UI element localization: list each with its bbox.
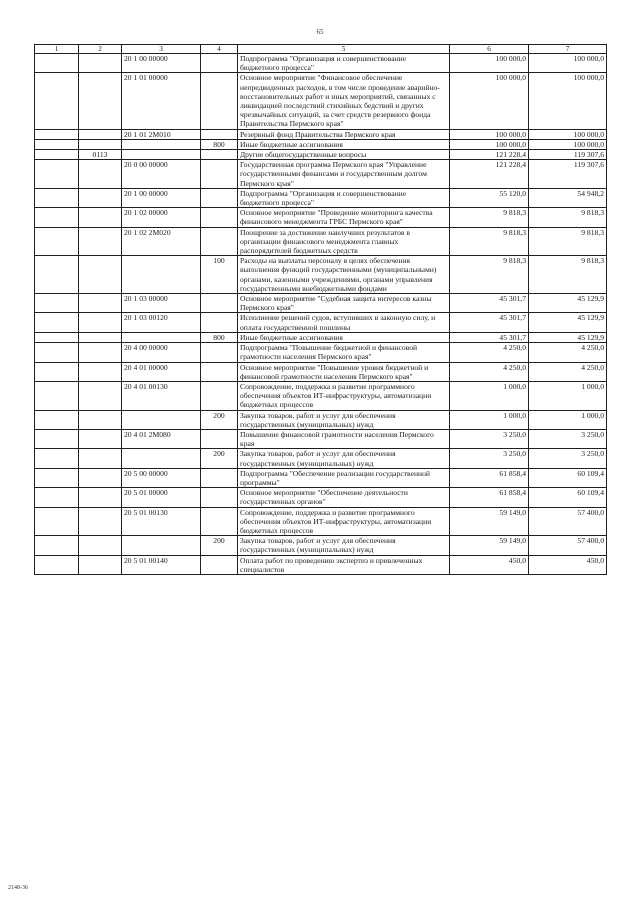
target-article-cell: 20 1 03 00120 <box>122 313 201 332</box>
rz-cell <box>35 208 79 227</box>
expense-type-cell <box>201 160 238 189</box>
target-article-cell <box>122 332 201 342</box>
description-cell: Подпрограмма "Повышение бюджетной и финансовой грамотности населения Пермского края" <box>238 343 450 362</box>
section-code-cell <box>79 139 122 149</box>
amount-year-2-cell: 57 400,0 <box>529 536 607 555</box>
description-cell: Основное мероприятие "Повышение уровня бюджетной и финансовой грамотности населения Пермского края" <box>238 362 450 381</box>
section-code-cell <box>79 227 122 256</box>
amount-year-1-cell: 61 858,4 <box>450 468 529 487</box>
section-code-cell <box>79 73 122 129</box>
table-row <box>35 362 607 381</box>
target-article-cell <box>122 150 201 160</box>
section-code-cell <box>79 449 122 468</box>
section-code-cell <box>79 294 122 313</box>
expense-type-cell: 200 <box>201 449 238 468</box>
target-article-cell: 20 1 02 2М020 <box>122 227 201 256</box>
rz-cell <box>35 188 79 207</box>
rz-cell <box>35 332 79 342</box>
rz-cell <box>35 129 79 139</box>
table-row <box>35 429 607 448</box>
amount-year-2-cell: 119 307,6 <box>529 160 607 189</box>
section-code-cell <box>79 343 122 362</box>
table-row <box>35 294 607 313</box>
rz-cell <box>35 54 79 73</box>
amount-year-1-cell: 45 301,7 <box>450 294 529 313</box>
section-code-cell <box>79 332 122 342</box>
column-header: 2 <box>79 45 122 54</box>
rz-cell <box>35 73 79 129</box>
amount-year-2-cell: 1 000,0 <box>529 410 607 429</box>
target-article-cell: 20 0 00 00000 <box>122 160 201 189</box>
section-code-cell <box>79 54 122 73</box>
amount-year-1-cell: 55 120,0 <box>450 188 529 207</box>
description-cell: Подпрограмма "Обеспечение реализации государственной программы" <box>238 468 450 487</box>
description-cell: Основное мероприятие "Проведение мониторинга качества финансового менеджмента ГРБС Пермского края" <box>238 208 450 227</box>
amount-year-2-cell: 54 948,2 <box>529 188 607 207</box>
amount-year-2-cell: 57 400,0 <box>529 507 607 536</box>
column-header: 4 <box>201 45 238 54</box>
expense-type-cell <box>201 73 238 129</box>
rz-cell <box>35 227 79 256</box>
expense-type-cell <box>201 555 238 574</box>
amount-year-2-cell: 9 818,3 <box>529 256 607 294</box>
section-code-cell <box>79 381 122 410</box>
amount-year-1-cell: 59 149,0 <box>450 507 529 536</box>
expense-type-cell <box>201 362 238 381</box>
section-code-cell <box>79 256 122 294</box>
rz-cell <box>35 555 79 574</box>
table-row <box>35 555 607 574</box>
target-article-cell <box>122 256 201 294</box>
table-row <box>35 449 607 468</box>
column-header: 7 <box>529 45 607 54</box>
section-code-cell <box>79 536 122 555</box>
target-article-cell <box>122 449 201 468</box>
amount-year-1-cell: 59 149,0 <box>450 536 529 555</box>
target-article-cell: 20 5 01 00000 <box>122 488 201 507</box>
table-header-row <box>35 45 607 54</box>
table-body <box>35 54 607 575</box>
target-article-cell: 20 1 01 2М010 <box>122 129 201 139</box>
amount-year-2-cell: 100 000,0 <box>529 73 607 129</box>
section-code-cell: 0113 <box>79 150 122 160</box>
description-cell: Подпрограмма "Организация и совершенствование бюджетного процесса" <box>238 188 450 207</box>
amount-year-2-cell: 45 129,9 <box>529 313 607 332</box>
rz-cell <box>35 313 79 332</box>
amount-year-1-cell: 9 818,3 <box>450 256 529 294</box>
amount-year-2-cell: 45 129,9 <box>529 294 607 313</box>
rz-cell <box>35 150 79 160</box>
amount-year-2-cell: 9 818,3 <box>529 208 607 227</box>
target-article-cell: 20 5 01 00140 <box>122 555 201 574</box>
amount-year-1-cell: 3 250,0 <box>450 429 529 448</box>
amount-year-1-cell: 1 000,0 <box>450 410 529 429</box>
amount-year-1-cell: 100 000,0 <box>450 129 529 139</box>
rz-cell <box>35 488 79 507</box>
amount-year-1-cell: 9 818,3 <box>450 208 529 227</box>
section-code-cell <box>79 362 122 381</box>
budget-table <box>34 44 607 575</box>
section-code-cell <box>79 208 122 227</box>
expense-type-cell <box>201 208 238 227</box>
table-row <box>35 208 607 227</box>
amount-year-2-cell: 100 000,0 <box>529 129 607 139</box>
table-row <box>35 343 607 362</box>
expense-type-cell <box>201 227 238 256</box>
amount-year-2-cell: 60 109,4 <box>529 468 607 487</box>
description-cell: Закупка товаров, работ и услуг для обеспечения государственных (муниципальных) нужд <box>238 449 450 468</box>
amount-year-1-cell: 100 000,0 <box>450 54 529 73</box>
description-cell: Сопровождение, поддержка и развитие программного обеспечения объектов ИТ-инфраструктуры, автоматизации бюджетных процессов <box>238 381 450 410</box>
amount-year-2-cell: 45 129,9 <box>529 332 607 342</box>
table-row <box>35 381 607 410</box>
target-article-cell: 20 4 01 00130 <box>122 381 201 410</box>
expense-type-cell <box>201 188 238 207</box>
target-article-cell <box>122 536 201 555</box>
section-code-cell <box>79 313 122 332</box>
expense-type-cell: 100 <box>201 256 238 294</box>
rz-cell <box>35 536 79 555</box>
target-article-cell: 20 1 00 00000 <box>122 188 201 207</box>
target-article-cell: 20 1 02 00000 <box>122 208 201 227</box>
amount-year-1-cell: 9 818,3 <box>450 227 529 256</box>
expense-type-cell <box>201 294 238 313</box>
expense-type-cell <box>201 150 238 160</box>
target-article-cell: 20 4 01 2М080 <box>122 429 201 448</box>
rz-cell <box>35 294 79 313</box>
description-cell: Оплата работ по проведению экспертиз и привлеченных специалистов <box>238 555 450 574</box>
description-cell: Основное мероприятие "Судебная защита интересов казны Пермского края" <box>238 294 450 313</box>
amount-year-2-cell: 4 250,0 <box>529 362 607 381</box>
amount-year-1-cell: 100 000,0 <box>450 139 529 149</box>
rz-cell <box>35 468 79 487</box>
amount-year-1-cell: 100 000,0 <box>450 73 529 129</box>
description-cell: Сопровождение, поддержка и развитие программного обеспечения объектов ИТ-инфраструктуры, автоматизации бюджетных процессов <box>238 507 450 536</box>
target-article-cell: 20 1 01 00000 <box>122 73 201 129</box>
table-row <box>35 488 607 507</box>
amount-year-1-cell: 121 228,4 <box>450 160 529 189</box>
expense-type-cell <box>201 429 238 448</box>
section-code-cell <box>79 488 122 507</box>
rz-cell <box>35 139 79 149</box>
section-code-cell <box>79 468 122 487</box>
expense-type-cell <box>201 468 238 487</box>
table-row <box>35 188 607 207</box>
target-article-cell: 20 4 01 00000 <box>122 362 201 381</box>
column-header: 1 <box>35 45 79 54</box>
target-article-cell: 20 1 03 00000 <box>122 294 201 313</box>
rz-cell <box>35 381 79 410</box>
amount-year-1-cell: 1 000,0 <box>450 381 529 410</box>
section-code-cell <box>79 507 122 536</box>
amount-year-1-cell: 61 858,4 <box>450 488 529 507</box>
amount-year-2-cell: 9 818,3 <box>529 227 607 256</box>
rz-cell <box>35 256 79 294</box>
document-code: 2148-36 <box>8 885 28 891</box>
table-row <box>35 73 607 129</box>
table-row <box>35 160 607 189</box>
section-code-cell <box>79 410 122 429</box>
expense-type-cell <box>201 129 238 139</box>
amount-year-2-cell: 100 000,0 <box>529 54 607 73</box>
amount-year-1-cell: 45 301,7 <box>450 313 529 332</box>
description-cell: Основное мероприятие "Финансовое обеспечение непредвиденных расходов, в том числе проведение аварийно-восстановительных работ и иных мероприятий, связанных с ликвидацией последствий стихийных бедствий и других чрезвычайных ситуаций, за счет средств резервного фонда Правительства Пермского края" <box>238 73 450 129</box>
rz-cell <box>35 449 79 468</box>
target-article-cell: 20 5 00 00000 <box>122 468 201 487</box>
amount-year-2-cell: 450,0 <box>529 555 607 574</box>
table-row <box>35 332 607 342</box>
section-code-cell <box>79 555 122 574</box>
table-row <box>35 536 607 555</box>
amount-year-2-cell: 3 250,0 <box>529 429 607 448</box>
target-article-cell: 20 4 00 00000 <box>122 343 201 362</box>
expense-type-cell: 800 <box>201 139 238 149</box>
amount-year-2-cell: 60 109,4 <box>529 488 607 507</box>
expense-type-cell <box>201 507 238 536</box>
description-cell: Государственная программа Пермского края "Управление государственными финансами и государственным долгом Пермского края" <box>238 160 450 189</box>
description-cell: Исполнение решений судов, вступивших в законную силу, и оплата государственной пошлины <box>238 313 450 332</box>
expense-type-cell: 200 <box>201 410 238 429</box>
expense-type-cell: 800 <box>201 332 238 342</box>
table-row <box>35 410 607 429</box>
description-cell: Основное мероприятие "Обеспечение деятельности государственных органов" <box>238 488 450 507</box>
table-row <box>35 150 607 160</box>
target-article-cell <box>122 139 201 149</box>
rz-cell <box>35 343 79 362</box>
expense-type-cell <box>201 381 238 410</box>
rz-cell <box>35 507 79 536</box>
amount-year-2-cell: 119 307,6 <box>529 150 607 160</box>
amount-year-2-cell: 100 000,0 <box>529 139 607 149</box>
page-number: 65 <box>316 28 324 36</box>
table-row <box>35 507 607 536</box>
section-code-cell <box>79 160 122 189</box>
table-row <box>35 256 607 294</box>
section-code-cell <box>79 188 122 207</box>
column-header: 6 <box>450 45 529 54</box>
amount-year-1-cell: 4 250,0 <box>450 343 529 362</box>
amount-year-1-cell: 3 250,0 <box>450 449 529 468</box>
target-article-cell <box>122 410 201 429</box>
target-article-cell: 20 5 01 00130 <box>122 507 201 536</box>
description-cell: Повышение финансовой грамотности населения Пермского края <box>238 429 450 448</box>
target-article-cell: 20 1 00 00000 <box>122 54 201 73</box>
rz-cell <box>35 429 79 448</box>
rz-cell <box>35 160 79 189</box>
expense-type-cell <box>201 54 238 73</box>
table-row <box>35 54 607 73</box>
description-cell: Закупка товаров, работ и услуг для обеспечения государственных (муниципальных) нужд <box>238 410 450 429</box>
amount-year-2-cell: 3 250,0 <box>529 449 607 468</box>
description-cell: Иные бюджетные ассигнования <box>238 332 450 342</box>
amount-year-1-cell: 45 301,7 <box>450 332 529 342</box>
expense-type-cell <box>201 488 238 507</box>
description-cell: Расходы на выплаты персоналу в целях обеспечения выполнения функций государственными (муниципальными) органами, казенными учреждениями, органами управления государственными внебюджетными фондами <box>238 256 450 294</box>
amount-year-2-cell: 4 250,0 <box>529 343 607 362</box>
expense-type-cell <box>201 313 238 332</box>
description-cell: Иные бюджетные ассигнования <box>238 139 450 149</box>
amount-year-1-cell: 4 250,0 <box>450 362 529 381</box>
rz-cell <box>35 362 79 381</box>
rz-cell <box>35 410 79 429</box>
amount-year-2-cell: 1 000,0 <box>529 381 607 410</box>
description-cell: Резервный фонд Правительства Пермского края <box>238 129 450 139</box>
table-row <box>35 139 607 149</box>
table-row <box>35 468 607 487</box>
table-row <box>35 129 607 139</box>
description-cell: Другие общегосударственные вопросы <box>238 150 450 160</box>
description-cell: Поощрение за достижение наилучших результатов в организации финансового менеджмента главных распорядителей бюджетных средств <box>238 227 450 256</box>
section-code-cell <box>79 129 122 139</box>
column-header: 5 <box>238 45 450 54</box>
description-cell: Подпрограмма "Организация и совершенствование бюджетного процесса" <box>238 54 450 73</box>
expense-type-cell <box>201 343 238 362</box>
section-code-cell <box>79 429 122 448</box>
column-header: 3 <box>122 45 201 54</box>
expense-type-cell: 200 <box>201 536 238 555</box>
amount-year-1-cell: 121 228,4 <box>450 150 529 160</box>
table-row <box>35 313 607 332</box>
table-row <box>35 227 607 256</box>
description-cell: Закупка товаров, работ и услуг для обеспечения государственных (муниципальных) нужд <box>238 536 450 555</box>
amount-year-1-cell: 450,0 <box>450 555 529 574</box>
